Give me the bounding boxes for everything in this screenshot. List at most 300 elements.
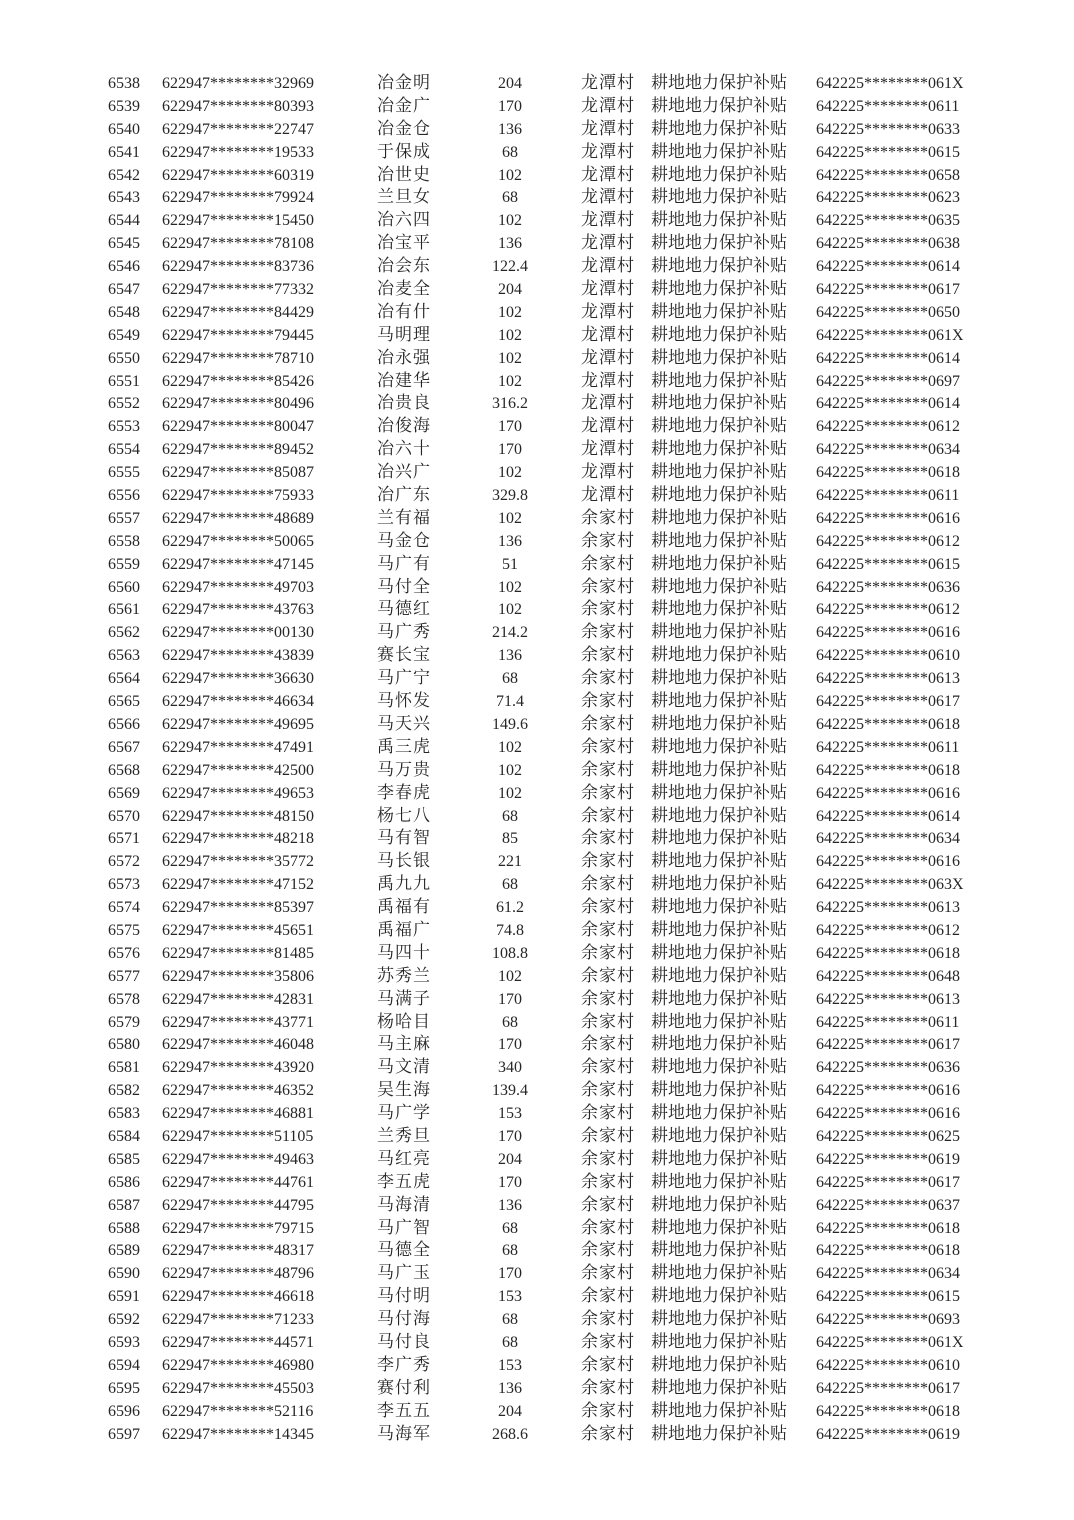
cell-amount: 139.4 bbox=[492, 1082, 528, 1100]
cell-village: 余家村 bbox=[581, 1263, 635, 1283]
cell-subsidy-type: 耕地地力保护补贴 bbox=[651, 942, 787, 962]
cell-village: 余家村 bbox=[581, 942, 635, 962]
cell-village: 龙潭村 bbox=[581, 439, 635, 459]
cell-person-name: 冶麦全 bbox=[377, 279, 431, 299]
cell-id-masked: 642225********0634 bbox=[816, 830, 960, 848]
cell-subsidy-type: 耕地地力保护补贴 bbox=[651, 736, 787, 756]
cell-row-number: 6578 bbox=[108, 990, 140, 1008]
cell-row-number: 6546 bbox=[108, 258, 140, 276]
cell-village: 余家村 bbox=[581, 851, 635, 871]
cell-id-masked: 642225********0610 bbox=[816, 1356, 960, 1374]
cell-amount: 68 bbox=[502, 807, 518, 825]
cell-id-masked: 642225********0648 bbox=[816, 967, 960, 985]
cell-amount: 170 bbox=[498, 990, 522, 1008]
table-row bbox=[0, 873, 1074, 896]
cell-row-number: 6559 bbox=[108, 555, 140, 573]
cell-amount: 316.2 bbox=[492, 395, 528, 413]
table-row bbox=[0, 690, 1074, 713]
cell-village: 龙潭村 bbox=[581, 233, 635, 253]
cell-subsidy-type: 耕地地力保护补贴 bbox=[651, 485, 787, 505]
table-row bbox=[0, 988, 1074, 1011]
cell-village: 余家村 bbox=[581, 736, 635, 756]
table-row bbox=[0, 827, 1074, 850]
cell-person-name: 兰旦女 bbox=[377, 187, 431, 207]
cell-amount: 74.8 bbox=[496, 921, 524, 939]
cell-subsidy-type: 耕地地力保护补贴 bbox=[651, 897, 787, 917]
cell-account-masked: 622947********71233 bbox=[162, 1311, 314, 1329]
cell-amount: 85 bbox=[502, 830, 518, 848]
cell-person-name: 马广宁 bbox=[377, 668, 431, 688]
table-row bbox=[0, 1033, 1074, 1056]
cell-account-masked: 622947********00130 bbox=[162, 624, 314, 642]
cell-subsidy-type: 耕地地力保护补贴 bbox=[651, 1171, 787, 1191]
cell-row-number: 6541 bbox=[108, 143, 140, 161]
cell-account-masked: 622947********50065 bbox=[162, 532, 314, 550]
cell-row-number: 6562 bbox=[108, 624, 140, 642]
table-row bbox=[0, 1011, 1074, 1034]
cell-person-name: 马怀发 bbox=[377, 691, 431, 711]
cell-amount: 102 bbox=[498, 349, 522, 367]
cell-village: 余家村 bbox=[581, 576, 635, 596]
cell-person-name: 马广有 bbox=[377, 553, 431, 573]
cell-account-masked: 622947********85426 bbox=[162, 372, 314, 390]
cell-id-masked: 642225********0611 bbox=[816, 97, 960, 115]
cell-account-masked: 622947********49695 bbox=[162, 715, 314, 733]
table-row bbox=[0, 255, 1074, 278]
cell-row-number: 6553 bbox=[108, 418, 140, 436]
cell-amount: 268.6 bbox=[492, 1425, 528, 1443]
cell-account-masked: 622947********45651 bbox=[162, 921, 314, 939]
cell-amount: 108.8 bbox=[492, 944, 528, 962]
cell-account-masked: 622947********78710 bbox=[162, 349, 314, 367]
cell-person-name: 禹福广 bbox=[377, 919, 431, 939]
table-row bbox=[0, 1262, 1074, 1285]
cell-person-name: 马付明 bbox=[377, 1286, 431, 1306]
cell-row-number: 6551 bbox=[108, 372, 140, 390]
cell-row-number: 6572 bbox=[108, 853, 140, 871]
cell-id-masked: 642225********0616 bbox=[816, 784, 960, 802]
cell-row-number: 6552 bbox=[108, 395, 140, 413]
cell-id-masked: 642225********0634 bbox=[816, 441, 960, 459]
cell-village: 龙潭村 bbox=[581, 164, 635, 184]
cell-village: 余家村 bbox=[581, 622, 635, 642]
cell-account-masked: 622947********79715 bbox=[162, 1219, 314, 1237]
cell-subsidy-type: 耕地地力保护补贴 bbox=[651, 210, 787, 230]
cell-amount: 170 bbox=[498, 1265, 522, 1283]
table-row bbox=[0, 95, 1074, 118]
cell-person-name: 李春虎 bbox=[377, 782, 431, 802]
cell-person-name: 马金仓 bbox=[377, 530, 431, 550]
cell-amount: 102 bbox=[498, 784, 522, 802]
cell-subsidy-type: 耕地地力保护补贴 bbox=[651, 1286, 787, 1306]
cell-amount: 68 bbox=[502, 143, 518, 161]
cell-person-name: 冶有什 bbox=[377, 301, 431, 321]
cell-village: 余家村 bbox=[581, 1103, 635, 1123]
cell-amount: 68 bbox=[502, 670, 518, 688]
cell-village: 余家村 bbox=[581, 691, 635, 711]
cell-village: 余家村 bbox=[581, 965, 635, 985]
cell-subsidy-type: 耕地地力保护补贴 bbox=[651, 805, 787, 825]
cell-account-masked: 622947********46048 bbox=[162, 1036, 314, 1054]
cell-id-masked: 642225********0618 bbox=[816, 1402, 960, 1420]
cell-village: 余家村 bbox=[581, 668, 635, 688]
cell-village: 余家村 bbox=[581, 1309, 635, 1329]
cell-person-name: 马明理 bbox=[377, 324, 431, 344]
cell-subsidy-type: 耕地地力保护补贴 bbox=[651, 1263, 787, 1283]
cell-row-number: 6567 bbox=[108, 738, 140, 756]
cell-amount: 221 bbox=[498, 853, 522, 871]
cell-person-name: 马付良 bbox=[377, 1331, 431, 1351]
cell-amount: 68 bbox=[502, 1013, 518, 1031]
cell-id-masked: 642225********0619 bbox=[816, 1150, 960, 1168]
table-row bbox=[0, 141, 1074, 164]
cell-account-masked: 622947********60319 bbox=[162, 166, 314, 184]
table-row bbox=[0, 919, 1074, 942]
cell-id-masked: 642225********0617 bbox=[816, 693, 960, 711]
cell-person-name: 马天兴 bbox=[377, 713, 431, 733]
cell-id-masked: 642225********0618 bbox=[816, 1219, 960, 1237]
cell-account-masked: 622947********51105 bbox=[162, 1127, 314, 1145]
table-row bbox=[0, 392, 1074, 415]
cell-amount: 71.4 bbox=[496, 693, 524, 711]
cell-amount: 170 bbox=[498, 1127, 522, 1145]
table-row bbox=[0, 1148, 1074, 1171]
table-row bbox=[0, 759, 1074, 782]
cell-person-name: 冶广东 bbox=[377, 485, 431, 505]
cell-amount: 204 bbox=[498, 1150, 522, 1168]
table-row bbox=[0, 72, 1074, 95]
cell-person-name: 冶贵良 bbox=[377, 393, 431, 413]
cell-account-masked: 622947********47152 bbox=[162, 876, 314, 894]
cell-village: 余家村 bbox=[581, 645, 635, 665]
cell-subsidy-type: 耕地地力保护补贴 bbox=[651, 668, 787, 688]
cell-account-masked: 622947********89452 bbox=[162, 441, 314, 459]
cell-account-masked: 622947********48796 bbox=[162, 1265, 314, 1283]
table-row bbox=[0, 507, 1074, 530]
cell-account-masked: 622947********75933 bbox=[162, 487, 314, 505]
table-row bbox=[0, 438, 1074, 461]
table-row bbox=[0, 347, 1074, 370]
table-row bbox=[0, 850, 1074, 873]
cell-account-masked: 622947********19533 bbox=[162, 143, 314, 161]
cell-row-number: 6557 bbox=[108, 509, 140, 527]
cell-subsidy-type: 耕地地力保护补贴 bbox=[651, 828, 787, 848]
cell-subsidy-type: 耕地地力保护补贴 bbox=[651, 256, 787, 276]
cell-person-name: 马广玉 bbox=[377, 1263, 431, 1283]
cell-account-masked: 622947********49463 bbox=[162, 1150, 314, 1168]
table-row bbox=[0, 278, 1074, 301]
cell-subsidy-type: 耕地地力保护补贴 bbox=[651, 1057, 787, 1077]
cell-amount: 102 bbox=[498, 578, 522, 596]
cell-person-name: 冶金广 bbox=[377, 95, 431, 115]
cell-amount: 136 bbox=[498, 235, 522, 253]
cell-id-masked: 642225********0638 bbox=[816, 235, 960, 253]
cell-id-masked: 642225********0618 bbox=[816, 464, 960, 482]
cell-subsidy-type: 耕地地力保护补贴 bbox=[651, 1423, 787, 1443]
cell-subsidy-type: 耕地地力保护补贴 bbox=[651, 599, 787, 619]
cell-person-name: 杨哈目 bbox=[377, 1011, 431, 1031]
cell-row-number: 6577 bbox=[108, 967, 140, 985]
cell-account-masked: 622947********43839 bbox=[162, 647, 314, 665]
cell-account-masked: 622947********84429 bbox=[162, 303, 314, 321]
cell-id-masked: 642225********0617 bbox=[816, 1173, 960, 1191]
cell-village: 余家村 bbox=[581, 919, 635, 939]
cell-id-masked: 642225********0611 bbox=[816, 487, 960, 505]
cell-person-name: 冶六十 bbox=[377, 439, 431, 459]
cell-subsidy-type: 耕地地力保护补贴 bbox=[651, 1240, 787, 1260]
cell-account-masked: 622947********14345 bbox=[162, 1425, 314, 1443]
cell-subsidy-type: 耕地地力保护补贴 bbox=[651, 279, 787, 299]
cell-amount: 68 bbox=[502, 1311, 518, 1329]
cell-village: 余家村 bbox=[581, 1217, 635, 1237]
cell-village: 余家村 bbox=[581, 1034, 635, 1054]
cell-row-number: 6575 bbox=[108, 921, 140, 939]
cell-village: 余家村 bbox=[581, 782, 635, 802]
table-row bbox=[0, 1125, 1074, 1148]
cell-village: 龙潭村 bbox=[581, 393, 635, 413]
cell-row-number: 6550 bbox=[108, 349, 140, 367]
cell-person-name: 李五五 bbox=[377, 1400, 431, 1420]
cell-id-masked: 642225********0616 bbox=[816, 624, 960, 642]
cell-amount: 136 bbox=[498, 532, 522, 550]
cell-id-masked: 642225********0614 bbox=[816, 395, 960, 413]
cell-subsidy-type: 耕地地力保护补贴 bbox=[651, 713, 787, 733]
table-row bbox=[0, 598, 1074, 621]
cell-amount: 102 bbox=[498, 601, 522, 619]
cell-person-name: 苏秀兰 bbox=[377, 965, 431, 985]
table-row bbox=[0, 1423, 1074, 1446]
cell-id-masked: 642225********0617 bbox=[816, 1379, 960, 1397]
cell-person-name: 马长银 bbox=[377, 851, 431, 871]
cell-account-masked: 622947********15450 bbox=[162, 212, 314, 230]
cell-subsidy-type: 耕地地力保护补贴 bbox=[651, 233, 787, 253]
cell-account-masked: 622947********81485 bbox=[162, 944, 314, 962]
cell-id-masked: 642225********0616 bbox=[816, 509, 960, 527]
cell-row-number: 6569 bbox=[108, 784, 140, 802]
cell-village: 余家村 bbox=[581, 1423, 635, 1443]
cell-account-masked: 622947********44761 bbox=[162, 1173, 314, 1191]
cell-id-masked: 642225********0633 bbox=[816, 120, 960, 138]
cell-subsidy-type: 耕地地力保护补贴 bbox=[651, 691, 787, 711]
cell-subsidy-type: 耕地地力保护补贴 bbox=[651, 782, 787, 802]
table-row bbox=[0, 118, 1074, 141]
cell-row-number: 6568 bbox=[108, 761, 140, 779]
cell-id-masked: 642225********0618 bbox=[816, 761, 960, 779]
table-row bbox=[0, 1400, 1074, 1423]
cell-amount: 170 bbox=[498, 418, 522, 436]
cell-account-masked: 622947********46881 bbox=[162, 1105, 314, 1123]
cell-row-number: 6556 bbox=[108, 487, 140, 505]
cell-subsidy-type: 耕地地力保护补贴 bbox=[651, 164, 787, 184]
cell-amount: 68 bbox=[502, 1333, 518, 1351]
cell-person-name: 兰秀旦 bbox=[377, 1125, 431, 1145]
cell-id-masked: 642225********0618 bbox=[816, 944, 960, 962]
cell-village: 余家村 bbox=[581, 874, 635, 894]
cell-subsidy-type: 耕地地力保护补贴 bbox=[651, 187, 787, 207]
cell-subsidy-type: 耕地地力保护补贴 bbox=[651, 439, 787, 459]
cell-village: 余家村 bbox=[581, 1125, 635, 1145]
cell-id-masked: 642225********0614 bbox=[816, 349, 960, 367]
table-row bbox=[0, 1308, 1074, 1331]
table-row bbox=[0, 644, 1074, 667]
cell-subsidy-type: 耕地地力保护补贴 bbox=[651, 370, 787, 390]
cell-id-masked: 642225********0615 bbox=[816, 1288, 960, 1306]
cell-person-name: 李广秀 bbox=[377, 1354, 431, 1374]
cell-person-name: 赛长宝 bbox=[377, 645, 431, 665]
cell-village: 龙潭村 bbox=[581, 462, 635, 482]
cell-subsidy-type: 耕地地力保护补贴 bbox=[651, 851, 787, 871]
cell-subsidy-type: 耕地地力保护补贴 bbox=[651, 1080, 787, 1100]
cell-id-masked: 642225********0616 bbox=[816, 1082, 960, 1100]
cell-village: 余家村 bbox=[581, 1057, 635, 1077]
cell-id-masked: 642225********0615 bbox=[816, 143, 960, 161]
cell-account-masked: 622947********45503 bbox=[162, 1379, 314, 1397]
table-row bbox=[0, 1217, 1074, 1240]
cell-account-masked: 622947********44571 bbox=[162, 1333, 314, 1351]
cell-account-masked: 622947********78108 bbox=[162, 235, 314, 253]
cell-account-masked: 622947********52116 bbox=[162, 1402, 314, 1420]
table-row bbox=[0, 232, 1074, 255]
cell-village: 余家村 bbox=[581, 1354, 635, 1374]
table-row bbox=[0, 713, 1074, 736]
cell-person-name: 兰有福 bbox=[377, 507, 431, 527]
cell-account-masked: 622947********80393 bbox=[162, 97, 314, 115]
cell-person-name: 马德红 bbox=[377, 599, 431, 619]
cell-amount: 68 bbox=[502, 1242, 518, 1260]
cell-account-masked: 622947********46634 bbox=[162, 693, 314, 711]
cell-id-masked: 642225********0623 bbox=[816, 189, 960, 207]
table-row bbox=[0, 782, 1074, 805]
cell-id-masked: 642225********0612 bbox=[816, 532, 960, 550]
cell-row-number: 6561 bbox=[108, 601, 140, 619]
table-row bbox=[0, 1171, 1074, 1194]
cell-amount: 153 bbox=[498, 1105, 522, 1123]
cell-account-masked: 622947********48218 bbox=[162, 830, 314, 848]
table-row bbox=[0, 621, 1074, 644]
cell-id-masked: 642225********0693 bbox=[816, 1311, 960, 1329]
cell-row-number: 6595 bbox=[108, 1379, 140, 1397]
cell-amount: 136 bbox=[498, 120, 522, 138]
cell-person-name: 冶六四 bbox=[377, 210, 431, 230]
cell-amount: 122.4 bbox=[492, 258, 528, 276]
cell-row-number: 6583 bbox=[108, 1105, 140, 1123]
table-row bbox=[0, 667, 1074, 690]
cell-amount: 102 bbox=[498, 212, 522, 230]
cell-row-number: 6563 bbox=[108, 647, 140, 665]
cell-amount: 68 bbox=[502, 876, 518, 894]
cell-amount: 149.6 bbox=[492, 715, 528, 733]
cell-amount: 204 bbox=[498, 1402, 522, 1420]
table-row bbox=[0, 209, 1074, 232]
cell-subsidy-type: 耕地地力保护补贴 bbox=[651, 507, 787, 527]
table-row bbox=[0, 1194, 1074, 1217]
cell-id-masked: 642225********0636 bbox=[816, 1059, 960, 1077]
cell-amount: 61.2 bbox=[496, 899, 524, 917]
cell-person-name: 马付全 bbox=[377, 576, 431, 596]
cell-id-masked: 642225********0625 bbox=[816, 1127, 960, 1145]
cell-id-masked: 642225********0616 bbox=[816, 853, 960, 871]
cell-id-masked: 642225********061X bbox=[816, 75, 964, 92]
cell-subsidy-type: 耕地地力保护补贴 bbox=[651, 530, 787, 550]
cell-subsidy-type: 耕地地力保护补贴 bbox=[651, 324, 787, 344]
cell-person-name: 冶建华 bbox=[377, 370, 431, 390]
table-row bbox=[0, 896, 1074, 919]
cell-account-masked: 622947********43920 bbox=[162, 1059, 314, 1077]
cell-subsidy-type: 耕地地力保护补贴 bbox=[651, 118, 787, 138]
cell-account-masked: 622947********79445 bbox=[162, 326, 314, 344]
table-row bbox=[0, 1331, 1074, 1354]
cell-subsidy-type: 耕地地力保护补贴 bbox=[651, 95, 787, 115]
cell-village: 龙潭村 bbox=[581, 347, 635, 367]
cell-row-number: 6560 bbox=[108, 578, 140, 596]
cell-person-name: 禹福有 bbox=[377, 897, 431, 917]
cell-id-masked: 642225********0697 bbox=[816, 372, 960, 390]
cell-person-name: 马万贵 bbox=[377, 759, 431, 779]
cell-amount: 68 bbox=[502, 189, 518, 207]
cell-subsidy-type: 耕地地力保护补贴 bbox=[651, 759, 787, 779]
cell-village: 余家村 bbox=[581, 828, 635, 848]
cell-row-number: 6549 bbox=[108, 326, 140, 344]
cell-person-name: 李五虎 bbox=[377, 1171, 431, 1191]
cell-account-masked: 622947********46618 bbox=[162, 1288, 314, 1306]
cell-village: 余家村 bbox=[581, 599, 635, 619]
cell-row-number: 6570 bbox=[108, 807, 140, 825]
cell-person-name: 冶永强 bbox=[377, 347, 431, 367]
cell-village: 余家村 bbox=[581, 1080, 635, 1100]
cell-village: 余家村 bbox=[581, 897, 635, 917]
cell-row-number: 6585 bbox=[108, 1150, 140, 1168]
cell-row-number: 6543 bbox=[108, 189, 140, 207]
cell-subsidy-type: 耕地地力保护补贴 bbox=[651, 347, 787, 367]
cell-village: 龙潭村 bbox=[581, 141, 635, 161]
cell-id-masked: 642225********0613 bbox=[816, 990, 960, 1008]
table-row bbox=[0, 1102, 1074, 1125]
cell-id-masked: 642225********0634 bbox=[816, 1265, 960, 1283]
cell-subsidy-type: 耕地地力保护补贴 bbox=[651, 988, 787, 1008]
cell-account-masked: 622947********43763 bbox=[162, 601, 314, 619]
table-row bbox=[0, 461, 1074, 484]
cell-amount: 153 bbox=[498, 1288, 522, 1306]
cell-person-name: 马付海 bbox=[377, 1309, 431, 1329]
table-row bbox=[0, 965, 1074, 988]
cell-person-name: 吴生海 bbox=[377, 1080, 431, 1100]
cell-person-name: 禹三虎 bbox=[377, 736, 431, 756]
cell-row-number: 6582 bbox=[108, 1082, 140, 1100]
cell-amount: 102 bbox=[498, 738, 522, 756]
cell-account-masked: 622947********80047 bbox=[162, 418, 314, 436]
cell-village: 龙潭村 bbox=[581, 279, 635, 299]
cell-account-masked: 622947********35806 bbox=[162, 967, 314, 985]
cell-subsidy-type: 耕地地力保护补贴 bbox=[651, 1148, 787, 1168]
cell-person-name: 冶兴广 bbox=[377, 462, 431, 482]
cell-person-name: 马德全 bbox=[377, 1240, 431, 1260]
cell-subsidy-type: 耕地地力保护补贴 bbox=[651, 462, 787, 482]
table-row bbox=[0, 530, 1074, 553]
cell-row-number: 6584 bbox=[108, 1127, 140, 1145]
cell-amount: 204 bbox=[498, 75, 522, 92]
cell-village: 余家村 bbox=[581, 1011, 635, 1031]
cell-amount: 153 bbox=[498, 1356, 522, 1374]
cell-amount: 102 bbox=[498, 761, 522, 779]
cell-account-masked: 622947********42831 bbox=[162, 990, 314, 1008]
cell-village: 余家村 bbox=[581, 530, 635, 550]
cell-village: 余家村 bbox=[581, 1194, 635, 1214]
cell-village: 余家村 bbox=[581, 1286, 635, 1306]
cell-village: 余家村 bbox=[581, 759, 635, 779]
cell-person-name: 马广智 bbox=[377, 1217, 431, 1237]
cell-person-name: 马广学 bbox=[377, 1103, 431, 1123]
cell-village: 龙潭村 bbox=[581, 301, 635, 321]
